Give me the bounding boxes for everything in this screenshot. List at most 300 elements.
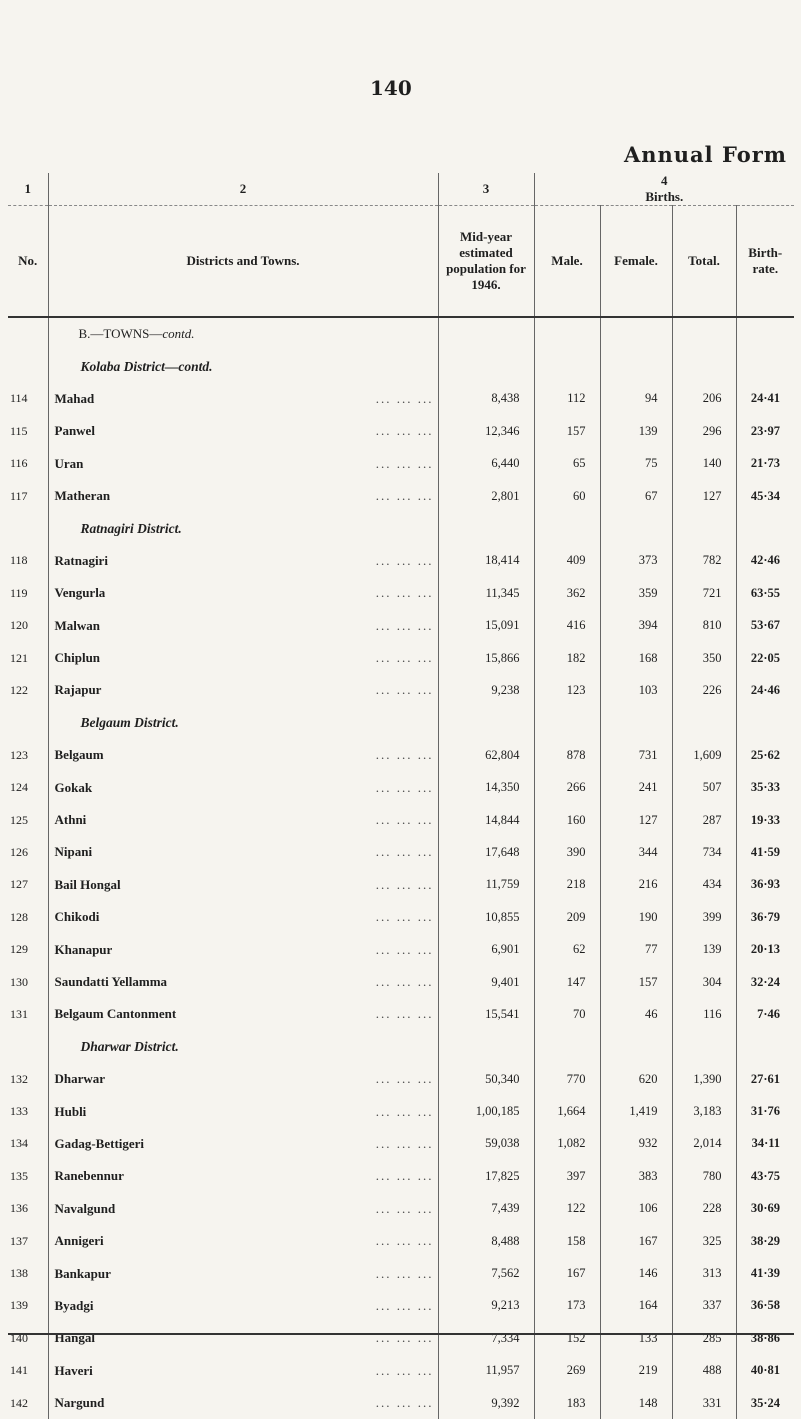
male-births-cell: 147 [534, 966, 600, 998]
birth-rate-cell: 24·46 [736, 674, 794, 706]
birth-rate-cell: 42·46 [736, 545, 794, 577]
table-row [8, 1160, 794, 1192]
town-name-cell [48, 739, 438, 771]
table-row [8, 577, 794, 609]
population-cell: 12,346 [438, 415, 534, 447]
town-name: Hubli [54, 1103, 87, 1119]
leader-dots: ... ... ... [375, 779, 434, 795]
female-births-cell: 620 [600, 1063, 672, 1095]
population-cell: 7,439 [438, 1193, 534, 1225]
male-births-cell: 362 [534, 577, 600, 609]
population-cell: 17,648 [438, 836, 534, 868]
town-name: Hangal [54, 1330, 95, 1346]
birth-rate-cell: 63·55 [736, 577, 794, 609]
total-births-cell: 140 [672, 448, 736, 480]
female-births-cell: 168 [600, 642, 672, 674]
table-row [8, 610, 794, 642]
male-births-cell: 60 [534, 480, 600, 512]
birth-rate-cell: 30·69 [736, 1193, 794, 1225]
leader-dots: ... ... ... [375, 585, 434, 601]
female-births-cell: 139 [600, 415, 672, 447]
table-row [8, 1355, 794, 1387]
town-name: Chikodi [54, 909, 100, 925]
row-number: 114 [10, 391, 28, 406]
column-number-3: 3 [438, 173, 534, 206]
row-number: 141 [10, 1363, 28, 1378]
town-name-cell [48, 383, 438, 415]
table-row [8, 1063, 794, 1095]
male-births-cell: 183 [534, 1387, 600, 1419]
town-name: Gadag-Bettigeri [54, 1135, 145, 1151]
leader-dots: ... ... ... [375, 1297, 434, 1313]
town-name-cell [48, 1387, 438, 1419]
table-row [8, 739, 794, 771]
total-births-cell: 780 [672, 1160, 736, 1192]
row-number: 125 [10, 812, 28, 827]
leader-dots: ... ... ... [375, 1395, 434, 1411]
town-name: Gokak [54, 779, 93, 795]
town-name-cell [48, 545, 438, 577]
leader-dots: ... ... ... [375, 1362, 434, 1378]
town-name: Mahad [54, 390, 95, 406]
header-female: Female. [600, 206, 672, 318]
leader-dots: ... ... ... [375, 1233, 434, 1249]
birth-rate-cell: 31·76 [736, 1095, 794, 1127]
birth-rate-cell: 41·59 [736, 836, 794, 868]
female-births-cell: 394 [600, 610, 672, 642]
town-name-cell [48, 674, 438, 706]
male-births-cell: 157 [534, 415, 600, 447]
total-births-cell: 1,390 [672, 1063, 736, 1095]
section-label-towns: B.—TOWNS—contd. [48, 317, 438, 350]
row-number: 128 [10, 909, 28, 924]
header-population: Mid-year estimated population for 1946. [438, 206, 534, 318]
population-cell: 11,759 [438, 869, 534, 901]
row-number: 129 [10, 942, 28, 957]
male-births-cell: 1,664 [534, 1095, 600, 1127]
leader-dots: ... ... ... [375, 1071, 434, 1087]
population-cell: 9,392 [438, 1387, 534, 1419]
section-label-belgaum: Belgaum District. [48, 707, 438, 739]
birth-rate-cell: 36·79 [736, 901, 794, 933]
total-births-cell: 226 [672, 674, 736, 706]
town-name: Nipani [54, 844, 93, 860]
town-name: Saundatti Yellamma [54, 974, 168, 989]
male-births-cell: 397 [534, 1160, 600, 1192]
town-name-cell [48, 1290, 438, 1322]
town-name-cell [48, 610, 438, 642]
population-cell: 50,340 [438, 1063, 534, 1095]
town-name: Malwan [54, 617, 100, 633]
table-row [8, 1322, 794, 1354]
leader-dots: ... ... ... [375, 682, 434, 698]
leader-dots: ... ... ... [375, 1200, 434, 1216]
female-births-cell: 1,419 [600, 1095, 672, 1127]
row-number: 119 [10, 585, 28, 600]
leader-dots: ... ... ... [375, 390, 434, 406]
population-cell: 7,562 [438, 1257, 534, 1289]
town-name-cell [48, 577, 438, 609]
table-row [8, 1290, 794, 1322]
row-number: 139 [10, 1298, 28, 1313]
town-name-cell [48, 1160, 438, 1192]
header-birth-rate: Birth-rate. [736, 206, 794, 318]
row-number: 122 [10, 682, 28, 697]
population-cell: 7,334 [438, 1322, 534, 1354]
leader-dots: ... ... ... [375, 455, 434, 471]
table-body [8, 317, 794, 1419]
birth-rate-cell: 22·05 [736, 642, 794, 674]
female-births-cell: 383 [600, 1160, 672, 1192]
town-name-cell [48, 1322, 438, 1354]
male-births-cell: 160 [534, 804, 600, 836]
town-name: Uran [54, 455, 84, 471]
female-births-cell: 148 [600, 1387, 672, 1419]
population-cell: 2,801 [438, 480, 534, 512]
table-row [8, 1095, 794, 1127]
total-births-cell: 139 [672, 933, 736, 965]
town-name-cell [48, 480, 438, 512]
total-births-cell: 206 [672, 383, 736, 415]
leader-dots: ... ... ... [375, 747, 434, 763]
row-number: 140 [10, 1330, 28, 1345]
table-row [8, 545, 794, 577]
birth-rate-cell: 45·34 [736, 480, 794, 512]
male-births-cell: 182 [534, 642, 600, 674]
female-births-cell: 164 [600, 1290, 672, 1322]
leader-dots: ... ... ... [375, 617, 434, 633]
table-row [8, 1257, 794, 1289]
birth-rate-cell: 53·67 [736, 610, 794, 642]
town-name: Byadgi [54, 1297, 94, 1313]
population-cell: 14,844 [438, 804, 534, 836]
female-births-cell: 167 [600, 1225, 672, 1257]
row-number: 127 [10, 877, 28, 892]
population-cell: 8,438 [438, 383, 534, 415]
population-cell: 1,00,185 [438, 1095, 534, 1127]
total-births-cell: 721 [672, 577, 736, 609]
town-name-cell [48, 1257, 438, 1289]
population-cell: 10,855 [438, 901, 534, 933]
female-births-cell: 46 [600, 998, 672, 1030]
total-births-cell: 810 [672, 610, 736, 642]
town-name: Nargund [54, 1395, 105, 1411]
male-births-cell: 158 [534, 1225, 600, 1257]
total-births-cell: 116 [672, 998, 736, 1030]
female-births-cell: 77 [600, 933, 672, 965]
town-name-cell [48, 1355, 438, 1387]
leader-dots: ... ... ... [375, 844, 434, 860]
births-table [8, 173, 794, 1419]
leader-dots: ... ... ... [375, 1265, 434, 1281]
leader-dots: ... ... ... [375, 1168, 434, 1184]
population-cell: 11,957 [438, 1355, 534, 1387]
male-births-cell: 416 [534, 610, 600, 642]
town-name: Vengurla [54, 585, 106, 601]
birth-rate-cell: 34·11 [736, 1128, 794, 1160]
row-number: 124 [10, 780, 28, 795]
section-label-ratnagiri: Ratnagiri District. [48, 512, 438, 544]
town-name: Panwel [54, 423, 95, 439]
female-births-cell: 75 [600, 448, 672, 480]
female-births-cell: 359 [600, 577, 672, 609]
total-births-cell: 399 [672, 901, 736, 933]
town-name-cell [48, 933, 438, 965]
town-name-cell [48, 1225, 438, 1257]
table-row [8, 966, 794, 998]
table-row [8, 415, 794, 447]
town-name: Belgaum [54, 747, 104, 763]
section-label-dharwar: Dharwar District. [48, 1031, 438, 1063]
birth-rate-cell: 23·97 [736, 415, 794, 447]
section-label-kolaba: Kolaba District—contd. [48, 350, 438, 382]
table-row [8, 642, 794, 674]
running-head: Annual Form [623, 142, 787, 167]
birth-rate-cell: 27·61 [736, 1063, 794, 1095]
table-row [8, 383, 794, 415]
town-name: Navalgund [54, 1200, 116, 1216]
female-births-cell: 344 [600, 836, 672, 868]
birth-rate-cell: 38·86 [736, 1322, 794, 1354]
male-births-cell: 770 [534, 1063, 600, 1095]
birth-rate-cell: 35·24 [736, 1387, 794, 1419]
female-births-cell: 106 [600, 1193, 672, 1225]
table-row [8, 771, 794, 803]
female-births-cell: 146 [600, 1257, 672, 1289]
total-births-cell: 3,183 [672, 1095, 736, 1127]
female-births-cell: 373 [600, 545, 672, 577]
header-no: No. [8, 206, 48, 318]
town-name-cell [48, 901, 438, 933]
female-births-cell: 190 [600, 901, 672, 933]
birth-rate-cell: 40·81 [736, 1355, 794, 1387]
table-row [8, 480, 794, 512]
leader-dots: ... ... ... [375, 552, 434, 568]
births-table-container [8, 173, 794, 1411]
population-cell: 6,901 [438, 933, 534, 965]
table-row [8, 998, 794, 1030]
total-births-cell: 228 [672, 1193, 736, 1225]
male-births-cell: 122 [534, 1193, 600, 1225]
table-bottom-rule [8, 1333, 794, 1335]
leader-dots: ... ... ... [375, 488, 434, 504]
leader-dots: ... ... ... [375, 423, 434, 439]
table-row [8, 1387, 794, 1419]
section-row-belgaum [8, 707, 794, 739]
leader-dots: ... ... ... [375, 909, 434, 925]
total-births-cell: 782 [672, 545, 736, 577]
birth-rate-cell: 36·93 [736, 869, 794, 901]
section-row-ratnagiri [8, 512, 794, 544]
town-name: Bail Hongal [54, 876, 121, 892]
birth-rate-cell: 19·33 [736, 804, 794, 836]
column-number-4-label: 4 [661, 173, 668, 188]
town-name: Ratnagiri [54, 552, 108, 568]
town-name-cell [48, 1095, 438, 1127]
population-cell: 15,541 [438, 998, 534, 1030]
town-name-cell [48, 1128, 438, 1160]
male-births-cell: 70 [534, 998, 600, 1030]
row-number: 130 [10, 974, 28, 989]
header-male: Male. [534, 206, 600, 318]
row-number: 121 [10, 650, 28, 665]
town-name: Belgaum Cantonment [54, 1006, 177, 1022]
male-births-cell: 209 [534, 901, 600, 933]
town-name-cell [48, 1063, 438, 1095]
population-cell: 62,804 [438, 739, 534, 771]
row-number: 131 [10, 1006, 28, 1021]
row-number: 138 [10, 1266, 28, 1281]
birth-rate-cell: 32·24 [736, 966, 794, 998]
town-name: Athni [54, 812, 87, 828]
male-births-cell: 123 [534, 674, 600, 706]
row-number: 135 [10, 1168, 28, 1183]
population-cell: 9,213 [438, 1290, 534, 1322]
female-births-cell: 731 [600, 739, 672, 771]
leader-dots: ... ... ... [375, 941, 434, 957]
row-number: 133 [10, 1104, 28, 1119]
table-row [8, 869, 794, 901]
leader-dots: ... ... ... [375, 1103, 434, 1119]
table-row [8, 448, 794, 480]
table-row [8, 804, 794, 836]
town-name: Ranebennur [54, 1168, 124, 1184]
table-row [8, 901, 794, 933]
population-cell: 8,488 [438, 1225, 534, 1257]
table-row [8, 674, 794, 706]
town-name: Rajapur [54, 682, 102, 698]
birth-rate-cell: 24·41 [736, 383, 794, 415]
town-name: Annigeri [54, 1233, 104, 1249]
leader-dots: ... ... ... [375, 876, 434, 892]
row-number: 118 [10, 553, 28, 568]
male-births-cell: 266 [534, 771, 600, 803]
female-births-cell: 94 [600, 383, 672, 415]
header-districts: Districts and Towns. [48, 206, 438, 318]
total-births-cell: 434 [672, 869, 736, 901]
total-births-cell: 296 [672, 415, 736, 447]
column-number-row [8, 173, 794, 206]
town-name: Matheran [54, 488, 111, 504]
column-number-2: 2 [48, 173, 438, 206]
total-births-cell: 287 [672, 804, 736, 836]
female-births-cell: 67 [600, 480, 672, 512]
female-births-cell: 219 [600, 1355, 672, 1387]
section-row-towns [8, 317, 794, 350]
male-births-cell: 1,082 [534, 1128, 600, 1160]
town-name-cell [48, 1193, 438, 1225]
female-births-cell: 103 [600, 674, 672, 706]
total-births-cell: 325 [672, 1225, 736, 1257]
male-births-cell: 409 [534, 545, 600, 577]
female-births-cell: 133 [600, 1322, 672, 1354]
total-births-cell: 313 [672, 1257, 736, 1289]
leader-dots: ... ... ... [375, 974, 434, 989]
birth-rate-cell: 7·46 [736, 998, 794, 1030]
birth-rate-cell: 38·29 [736, 1225, 794, 1257]
leader-dots: ... ... ... [375, 1135, 434, 1151]
population-cell: 17,825 [438, 1160, 534, 1192]
column-number-1: 1 [8, 173, 48, 206]
birth-rate-cell: 41·39 [736, 1257, 794, 1289]
total-births-cell: 304 [672, 966, 736, 998]
table-row [8, 933, 794, 965]
table-row [8, 836, 794, 868]
total-births-cell: 734 [672, 836, 736, 868]
female-births-cell: 157 [600, 966, 672, 998]
town-name-cell [48, 642, 438, 674]
male-births-cell: 173 [534, 1290, 600, 1322]
male-births-cell: 390 [534, 836, 600, 868]
births-group-header: Births. [645, 189, 684, 204]
header-total: Total. [672, 206, 736, 318]
population-cell: 9,238 [438, 674, 534, 706]
leader-dots: ... ... ... [375, 650, 434, 666]
row-number: 134 [10, 1136, 28, 1151]
population-cell: 11,345 [438, 577, 534, 609]
male-births-cell: 878 [534, 739, 600, 771]
row-number: 137 [10, 1233, 28, 1248]
town-name: Bankapur [54, 1265, 111, 1281]
row-number: 136 [10, 1201, 28, 1216]
female-births-cell: 241 [600, 771, 672, 803]
town-name: Dharwar [54, 1071, 106, 1087]
total-births-cell: 337 [672, 1290, 736, 1322]
total-births-cell: 2,014 [672, 1128, 736, 1160]
section-row-kolaba [8, 350, 794, 382]
town-name: Haveri [54, 1362, 93, 1378]
total-births-cell: 127 [672, 480, 736, 512]
male-births-cell: 269 [534, 1355, 600, 1387]
birth-rate-cell: 36·58 [736, 1290, 794, 1322]
birth-rate-cell: 43·75 [736, 1160, 794, 1192]
row-number: 120 [10, 618, 28, 633]
male-births-cell: 218 [534, 869, 600, 901]
town-name-cell [48, 998, 438, 1030]
population-cell: 6,440 [438, 448, 534, 480]
birth-rate-cell: 20·13 [736, 933, 794, 965]
row-number: 117 [10, 488, 28, 503]
town-name-cell [48, 836, 438, 868]
male-births-cell: 65 [534, 448, 600, 480]
birth-rate-cell: 21·73 [736, 448, 794, 480]
total-births-cell: 331 [672, 1387, 736, 1419]
total-births-cell: 507 [672, 771, 736, 803]
town-name-cell [48, 804, 438, 836]
town-name-cell [48, 448, 438, 480]
leader-dots: ... ... ... [375, 812, 434, 828]
leader-dots: ... ... ... [375, 1330, 434, 1346]
male-births-cell: 62 [534, 933, 600, 965]
male-births-cell: 167 [534, 1257, 600, 1289]
row-number: 123 [10, 747, 28, 762]
town-name-cell [48, 415, 438, 447]
female-births-cell: 127 [600, 804, 672, 836]
town-name-cell [48, 966, 438, 998]
population-cell: 9,401 [438, 966, 534, 998]
population-cell: 14,350 [438, 771, 534, 803]
female-births-cell: 216 [600, 869, 672, 901]
town-name: Khanapur [54, 941, 113, 957]
row-number: 142 [10, 1395, 28, 1410]
total-births-cell: 1,609 [672, 739, 736, 771]
page-number: 140 [370, 76, 412, 100]
town-name-cell [48, 869, 438, 901]
total-births-cell: 285 [672, 1322, 736, 1354]
table-row [8, 1128, 794, 1160]
population-cell: 15,866 [438, 642, 534, 674]
leader-dots: ... ... ... [375, 1006, 434, 1022]
